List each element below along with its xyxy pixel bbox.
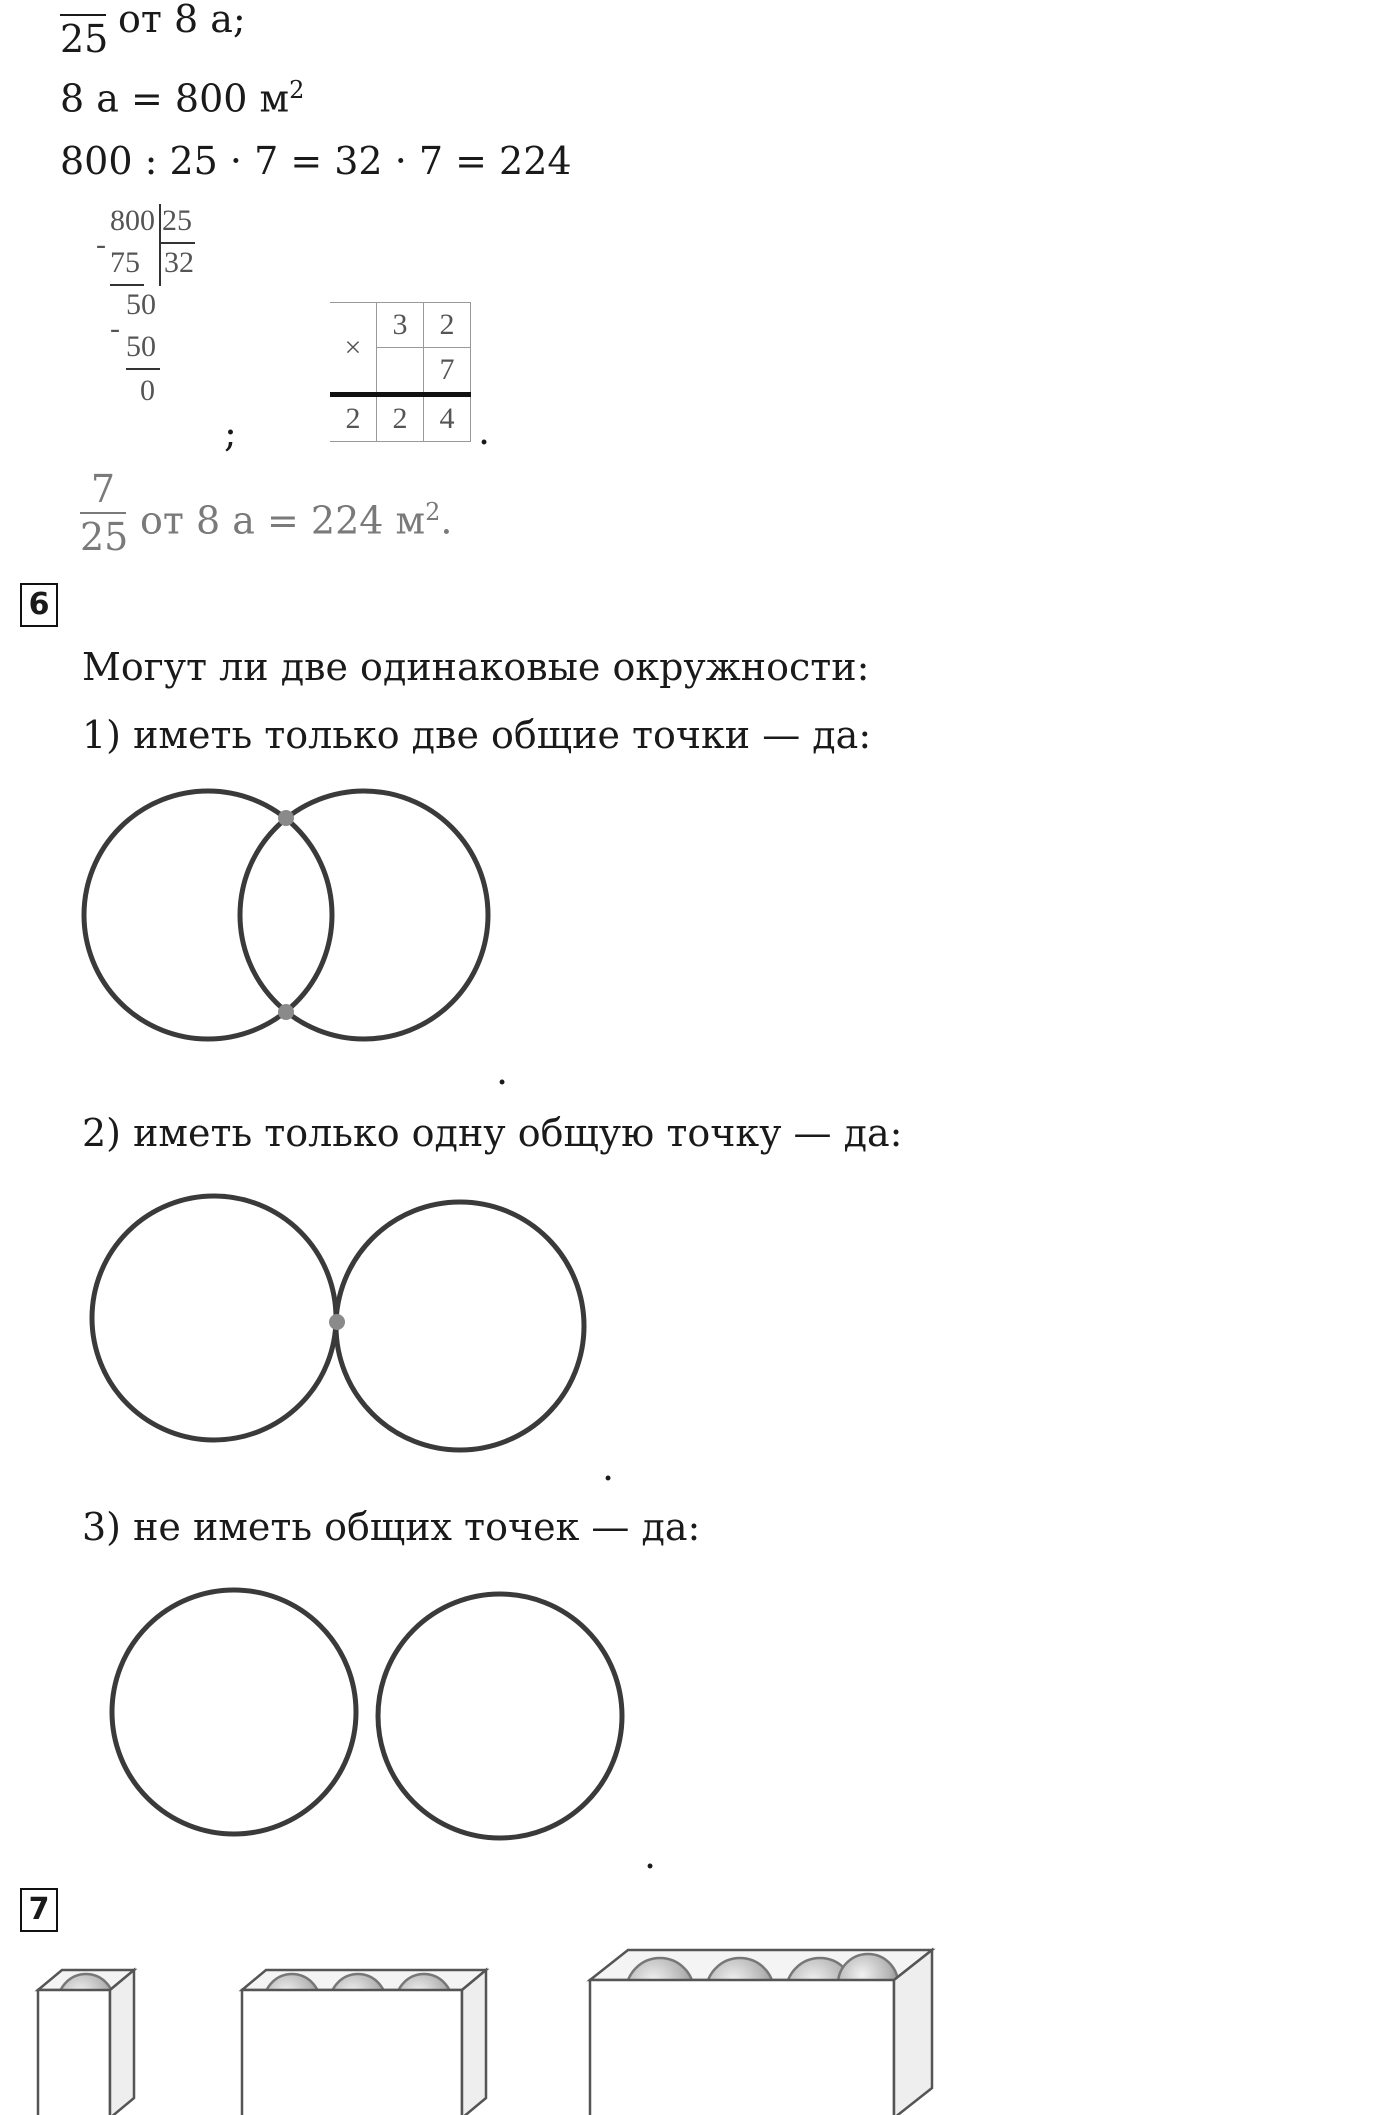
division-remainder-2: 0 xyxy=(140,374,155,407)
mul-digit: 7 xyxy=(424,348,471,395)
two-tangent-circles xyxy=(0,1180,620,1460)
circle-right xyxy=(378,1594,622,1838)
answer-numerator: 7 xyxy=(90,467,116,511)
division-quotient: 32 xyxy=(164,246,194,279)
case-2-label: 2) иметь только одну общую точку — да: xyxy=(82,1111,903,1155)
multiplication-end-dot: . xyxy=(478,409,491,453)
circle-left xyxy=(92,1196,336,1440)
exercise-7-number: 7 xyxy=(20,1888,58,1932)
intersection-point-top xyxy=(278,810,294,826)
circle-right xyxy=(336,1202,584,1450)
case-1-end-dot: . xyxy=(496,1049,509,1093)
mul-result-digit: 2 xyxy=(377,395,424,442)
circle-left xyxy=(84,791,332,1039)
division-subtrahend-1: 75 xyxy=(110,246,140,279)
division-line-2 xyxy=(126,368,160,370)
division-subtrahend-2: 50 xyxy=(126,330,156,363)
mul-digit xyxy=(377,348,424,395)
exercise-6-question: Могут ли две одинаковые окружности: xyxy=(82,645,870,689)
box-four-balls xyxy=(590,1950,932,2115)
case-1-label: 1) иметь только две общие точки — да: xyxy=(82,713,872,757)
mul-result-digit: 2 xyxy=(330,395,377,442)
answer-denominator: 25 xyxy=(80,515,129,559)
division-dividend: 800 xyxy=(110,204,155,237)
unit-conversion: 8 а = 800 $м^2$ xyxy=(60,76,305,121)
top-fraction-tail: от 8 а; xyxy=(118,0,246,41)
tangent-point xyxy=(329,1314,345,1330)
two-intersecting-circles xyxy=(0,770,520,1060)
division-quotient-bar xyxy=(159,242,195,244)
two-separate-circles xyxy=(0,1570,660,1860)
circle-right xyxy=(240,791,488,1039)
division-minus-2: - xyxy=(110,312,120,345)
case-3-end-dot: . xyxy=(644,1833,657,1877)
intersection-point-bottom xyxy=(278,1004,294,1020)
answer-text: от 8 а = 224 $м^2$. xyxy=(140,498,453,543)
mul-digit: 2 xyxy=(424,303,471,348)
division-minus-1: - xyxy=(96,228,106,261)
division-line-1 xyxy=(110,284,144,286)
exercise-6-number: 6 xyxy=(20,583,58,627)
case-3-label: 3) не иметь общих точек — да: xyxy=(82,1505,701,1549)
long-division xyxy=(96,204,206,420)
boxes-with-balls-illustration xyxy=(0,1940,1000,2115)
box-three-balls xyxy=(242,1970,486,2115)
box-one-ball xyxy=(38,1970,134,2115)
multiplication-sign: × xyxy=(330,303,377,395)
multiplication-grid xyxy=(330,302,471,442)
division-remainder-1: 50 xyxy=(126,288,156,321)
top-fraction-denominator: 25 xyxy=(60,17,109,61)
separator-semicolon: ; xyxy=(224,411,237,455)
division-divisor: 25 xyxy=(162,204,192,237)
division-vertical-bar xyxy=(159,204,161,286)
top-fraction xyxy=(60,0,109,61)
answer-fraction xyxy=(80,467,129,559)
mul-result-digit: 4 xyxy=(424,395,471,442)
calculation-line: 800 : 25 · 7 = 32 · 7 = 224 xyxy=(60,139,572,183)
circle-left xyxy=(112,1590,356,1834)
case-2-end-dot: . xyxy=(602,1445,615,1489)
mul-digit: 3 xyxy=(377,303,424,348)
